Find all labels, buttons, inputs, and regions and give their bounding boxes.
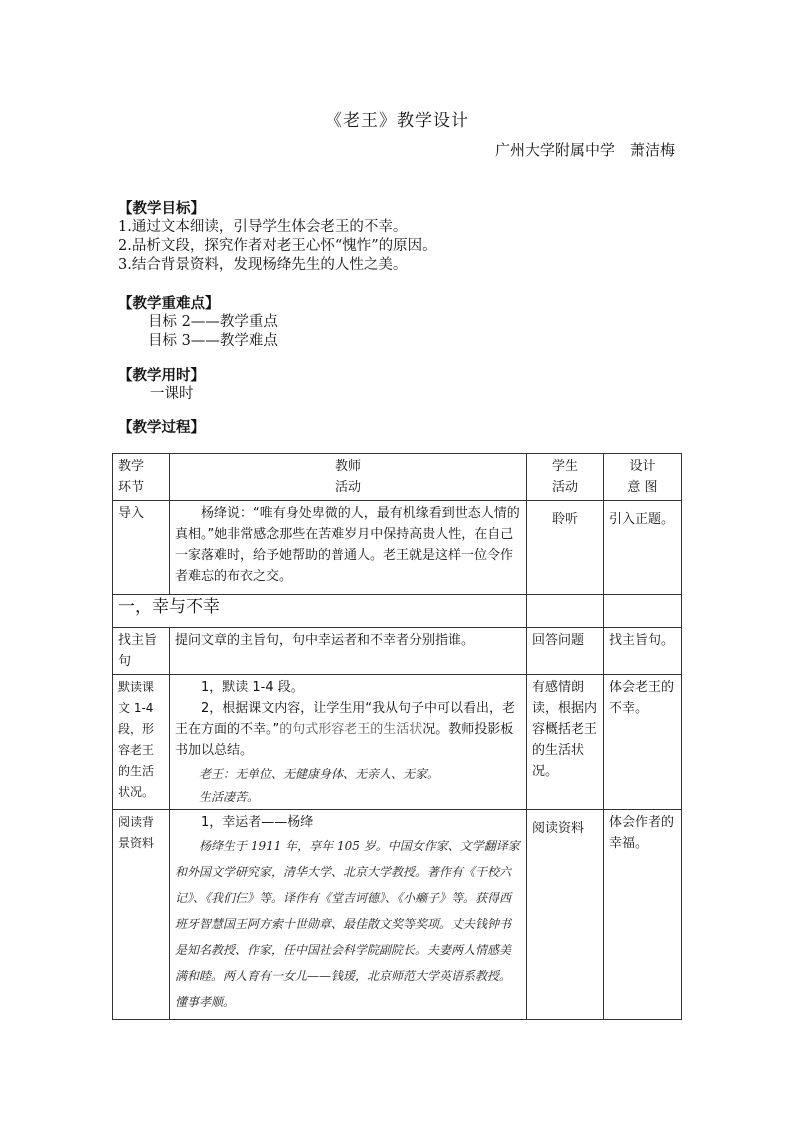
keypoint-item: 目标 2——教学重点 bbox=[148, 314, 278, 330]
table-row bbox=[113, 675, 682, 810]
header-stage-line1: 教学 bbox=[118, 459, 145, 474]
theme-student: 回答问题 bbox=[527, 628, 604, 675]
header-student bbox=[527, 454, 604, 501]
table-row bbox=[113, 595, 682, 628]
header-teacher-line2: 活动 bbox=[334, 480, 361, 495]
reading-step2-main: 2，根据课文内容，让学生用“我从句子中可以看出，老王在方面的不幸。” bbox=[175, 701, 516, 737]
background-bio: 杨绛生于 1911 年，享年 105 岁。中国女作家、文学翻译家和外国文学研究家，清华大学、北京大学教授。著作有《干校六记》、《我们仨》等。译作有《堂吉诃德》、《小癞子》等。获得西班牙智慧国王阿方索十世勋章、最佳散文奖等奖项。丈夫钱钟书是知名教授、作家，任中国社会科学院副院长。夫妻两人情感美满和睦。两人育有一女儿——钱瑗，北京师范大学英语系教授。懂事孝顺。 bbox=[175, 839, 520, 1009]
header-student-line1: 学生 bbox=[551, 459, 578, 474]
objective-item: 1.通过文本细读，引导学生体会老王的不幸。 bbox=[118, 219, 408, 235]
theme-stage: 找主旨句 bbox=[113, 628, 170, 675]
reading-student: 有感情朗读，根据内容概括老王的生活状况。 bbox=[527, 675, 604, 810]
keypoints-heading: 【教学重难点】 bbox=[118, 295, 220, 312]
header-intent-line2: 意 图 bbox=[627, 480, 658, 495]
time-value: 一课时 bbox=[150, 386, 194, 402]
reading-stage: 默读课文 1-4 段，形容老王的生活状况。 bbox=[113, 675, 170, 810]
header-teacher-line1: 教师 bbox=[334, 459, 361, 474]
keypoints-section bbox=[118, 294, 278, 351]
background-teacher bbox=[170, 810, 527, 1020]
intro-student: 聆听 bbox=[527, 501, 604, 595]
header-student-line2: 活动 bbox=[551, 480, 578, 495]
intro-intent: 引入正题。 bbox=[604, 501, 682, 595]
author-line: 广州大学附属中学 萧洁梅 bbox=[494, 141, 675, 159]
reading-step1: 1，默读 1-4 段。 bbox=[201, 680, 304, 695]
process-heading: 【教学过程】 bbox=[118, 419, 205, 436]
reading-step2 bbox=[175, 698, 521, 761]
objectives-heading: 【教学目标】 bbox=[118, 200, 205, 217]
reading-intent: 体会老王的不幸。 bbox=[604, 675, 682, 810]
header-stage-line2: 环节 bbox=[118, 480, 145, 495]
background-step1: 1，幸运者——杨绛 bbox=[201, 815, 314, 830]
handwritten-summary-2: 生活凄苦。 bbox=[199, 790, 260, 804]
reading-step2-tail: 的句式形容老王的生活状 bbox=[279, 722, 423, 737]
keypoint-item: 目标 3——教学难点 bbox=[148, 333, 278, 349]
page-title: 《老王》教学设计 bbox=[325, 111, 469, 131]
table-row bbox=[113, 628, 682, 675]
table-header-row bbox=[113, 454, 682, 501]
header-intent-line1: 设计 bbox=[629, 459, 656, 474]
time-section bbox=[118, 366, 205, 404]
process-section bbox=[118, 418, 205, 437]
handwritten-summary: 老王：无单位、无健康身体、无亲人、无家。 bbox=[199, 767, 440, 781]
reading-teacher bbox=[170, 675, 527, 810]
intro-teacher-text: 杨绛说：“唯有身处卑微的人，最有机缘看到世态人情的真相。”她非常感念那些在苦难岁月中保持高贵人性，在自己一家落难时，给予她帮助的普通人。老王就是这样一位令作者难忘的布衣之交。 bbox=[175, 506, 520, 584]
background-intent: 体会作者的幸福。 bbox=[604, 810, 682, 1020]
intro-teacher bbox=[170, 501, 527, 595]
header-stage bbox=[113, 454, 170, 501]
header-intent bbox=[604, 454, 682, 501]
time-heading: 【教学用时】 bbox=[118, 367, 205, 384]
header-teacher bbox=[170, 454, 527, 501]
background-student: 阅读资料 bbox=[527, 810, 604, 1020]
section-heading: 一，幸与不幸 bbox=[113, 595, 527, 628]
objective-item: 2.品析文段，探究作者对老王心怀“愧怍”的原因。 bbox=[118, 238, 437, 254]
intro-stage: 导入 bbox=[113, 501, 170, 595]
reading-step2-end: 况。教师投影板书加以总结。 bbox=[175, 722, 514, 758]
theme-intent: 找主旨句。 bbox=[604, 628, 682, 675]
table-row bbox=[113, 810, 682, 1020]
table-row bbox=[113, 501, 682, 595]
process-table bbox=[112, 453, 682, 1020]
objective-item: 3.结合背景资料，发现杨绛先生的人性之美。 bbox=[118, 257, 408, 273]
theme-teacher: 提问文章的主旨句，句中幸运者和不幸者分别指谁。 bbox=[170, 628, 527, 675]
objectives-section bbox=[118, 199, 437, 275]
background-stage: 阅读背景资料 bbox=[113, 810, 170, 1020]
